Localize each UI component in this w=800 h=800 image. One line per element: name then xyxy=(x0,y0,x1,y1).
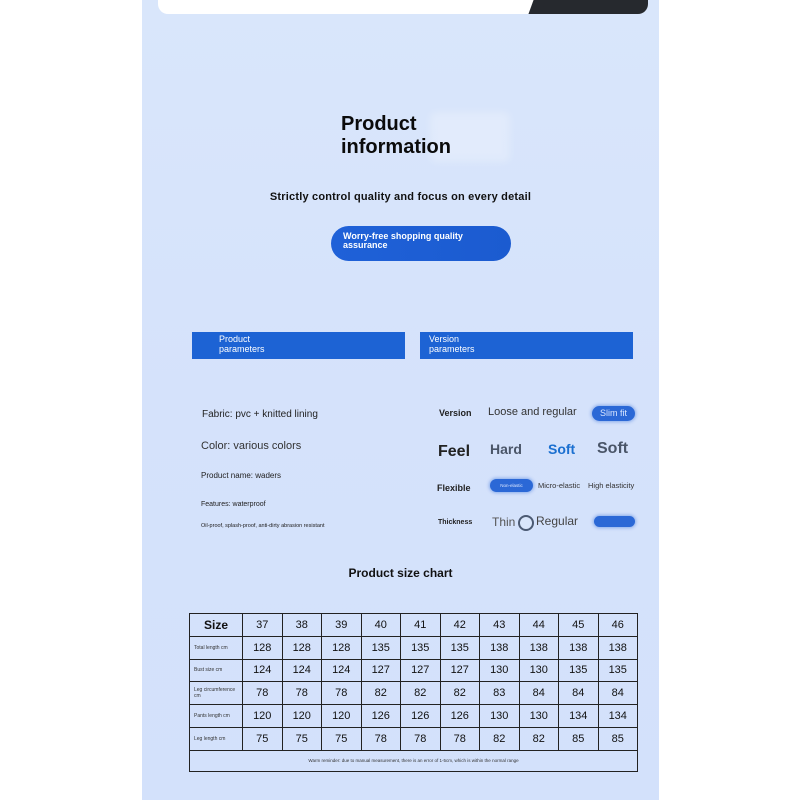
table-cell: 78 xyxy=(401,727,441,750)
table-row xyxy=(190,682,638,705)
table-cell: 75 xyxy=(243,727,283,750)
table-cell: 135 xyxy=(440,636,480,659)
table-cell: 130 xyxy=(519,705,559,728)
product-image-edge xyxy=(537,0,648,14)
thickness-label: Thickness xyxy=(438,519,473,526)
thickness-option-regular: Regular xyxy=(536,514,579,528)
table-cell: 135 xyxy=(361,636,401,659)
version-option-slim: Slim fit xyxy=(592,406,635,421)
product-name-text: Product name: waders xyxy=(201,471,282,480)
table-cell: 130 xyxy=(519,659,559,682)
table-cell: 85 xyxy=(559,727,599,750)
table-cell: 130 xyxy=(480,705,520,728)
title-line-1: Product xyxy=(341,113,417,135)
quality-assurance-badge xyxy=(331,226,511,261)
table-cell: 120 xyxy=(243,705,283,728)
table-header-row xyxy=(190,614,638,637)
size-chart-table xyxy=(189,613,638,772)
table-cell: 85 xyxy=(598,727,638,750)
size-cell: 41 xyxy=(401,614,441,637)
table-cell: 82 xyxy=(519,727,559,750)
table-cell: 84 xyxy=(559,682,599,705)
feel-option-soft-selected: Soft xyxy=(548,441,576,457)
flex-option-micro-elastic: Micro-elastic xyxy=(538,481,581,490)
resistance-text: Oil-proof, splash-proof, anti-dirty abrasion resistant xyxy=(201,523,325,529)
size-cell: 44 xyxy=(519,614,559,637)
table-cell: 134 xyxy=(559,705,599,728)
table-cell: 134 xyxy=(598,705,638,728)
flexible-label: Flexible xyxy=(437,483,471,493)
tab-left-line-1: Product xyxy=(219,334,251,344)
table-row xyxy=(190,705,638,728)
size-chart-title: Product size chart xyxy=(348,566,453,580)
table-cell: 78 xyxy=(440,727,480,750)
table-cell: 84 xyxy=(519,682,559,705)
size-header-cell: Size xyxy=(190,614,243,637)
tab-product-parameters xyxy=(192,332,405,359)
size-cell: 39 xyxy=(322,614,362,637)
table-cell: 120 xyxy=(282,705,322,728)
size-cell: 46 xyxy=(598,614,638,637)
table-cell: 128 xyxy=(322,636,362,659)
table-cell: 84 xyxy=(598,682,638,705)
tab-right-line-1: Version xyxy=(429,334,460,344)
table-cell: 135 xyxy=(559,659,599,682)
table-cell: 138 xyxy=(598,636,638,659)
table-cell: 127 xyxy=(440,659,480,682)
table-cell: 138 xyxy=(519,636,559,659)
flex-option-non-elastic: Non-elastic xyxy=(490,479,533,492)
table-cell: 82 xyxy=(361,682,401,705)
table-cell: 75 xyxy=(322,727,362,750)
table-row xyxy=(190,636,638,659)
thickness-option-thin: Thin xyxy=(492,515,516,529)
size-cell: 38 xyxy=(282,614,322,637)
selector-knob-icon xyxy=(518,515,534,531)
row-label: Leg length cm xyxy=(190,727,243,750)
table-row xyxy=(190,659,638,682)
row-label: Bust size cm xyxy=(190,659,243,682)
tab-left-line-2: parameters xyxy=(219,344,265,354)
table-cell: 83 xyxy=(480,682,520,705)
feel-option-soft: Soft xyxy=(597,440,629,457)
table-note-row xyxy=(190,750,638,771)
table-cell: 135 xyxy=(401,636,441,659)
color-text: Color: various colors xyxy=(201,440,302,452)
table-cell: 124 xyxy=(282,659,322,682)
row-label: Leg circumference cm xyxy=(190,682,243,705)
table-cell: 126 xyxy=(401,705,441,728)
version-label: Version xyxy=(439,408,472,418)
table-cell: 126 xyxy=(440,705,480,728)
tab-version-parameters xyxy=(420,332,633,359)
features-text: Features: waterproof xyxy=(201,501,266,508)
table-cell: 82 xyxy=(440,682,480,705)
feel-label: Feel xyxy=(438,443,471,460)
fabric-text: Fabric: pvc + knitted lining xyxy=(202,409,318,420)
table-cell: 82 xyxy=(401,682,441,705)
tab-right-line-2: parameters xyxy=(429,344,475,354)
flex-option-high-elasticity: High elasticity xyxy=(588,481,635,490)
table-cell: 124 xyxy=(322,659,362,682)
table-cell: 128 xyxy=(243,636,283,659)
table-cell: 135 xyxy=(598,659,638,682)
table-cell: 82 xyxy=(480,727,520,750)
thickness-option-thick xyxy=(594,516,635,527)
table-cell: 75 xyxy=(282,727,322,750)
size-cell: 42 xyxy=(440,614,480,637)
table-cell: 138 xyxy=(480,636,520,659)
table-cell: 127 xyxy=(361,659,401,682)
table-cell: 78 xyxy=(243,682,283,705)
table-cell: 124 xyxy=(243,659,283,682)
table-cell: 130 xyxy=(480,659,520,682)
size-cell: 40 xyxy=(361,614,401,637)
table-cell: 78 xyxy=(322,682,362,705)
table-cell: 120 xyxy=(322,705,362,728)
table-cell: 138 xyxy=(559,636,599,659)
title-line-2: information xyxy=(341,136,451,158)
badge-line-1: Worry-free shopping quality xyxy=(343,231,463,241)
feel-option-hard: Hard xyxy=(490,441,522,457)
table-cell: 126 xyxy=(361,705,401,728)
table-cell: 128 xyxy=(282,636,322,659)
measurement-note: Warm reminder: due to manual measurement, there is an error of 1-5cm, which is within the normal range xyxy=(190,750,638,771)
badge-line-2: assurance xyxy=(343,240,388,250)
size-cell: 45 xyxy=(559,614,599,637)
row-label: Total length cm xyxy=(190,636,243,659)
subtitle: Strictly control quality and focus on every detail xyxy=(269,191,532,203)
row-label: Pants length cm xyxy=(190,705,243,728)
size-cell: 43 xyxy=(480,614,520,637)
table-row xyxy=(190,727,638,750)
page-title xyxy=(341,113,541,159)
table-cell: 78 xyxy=(361,727,401,750)
size-cell: 37 xyxy=(243,614,283,637)
version-option-loose: Loose and regular xyxy=(488,406,577,418)
table-cell: 127 xyxy=(401,659,441,682)
table-cell: 78 xyxy=(282,682,322,705)
